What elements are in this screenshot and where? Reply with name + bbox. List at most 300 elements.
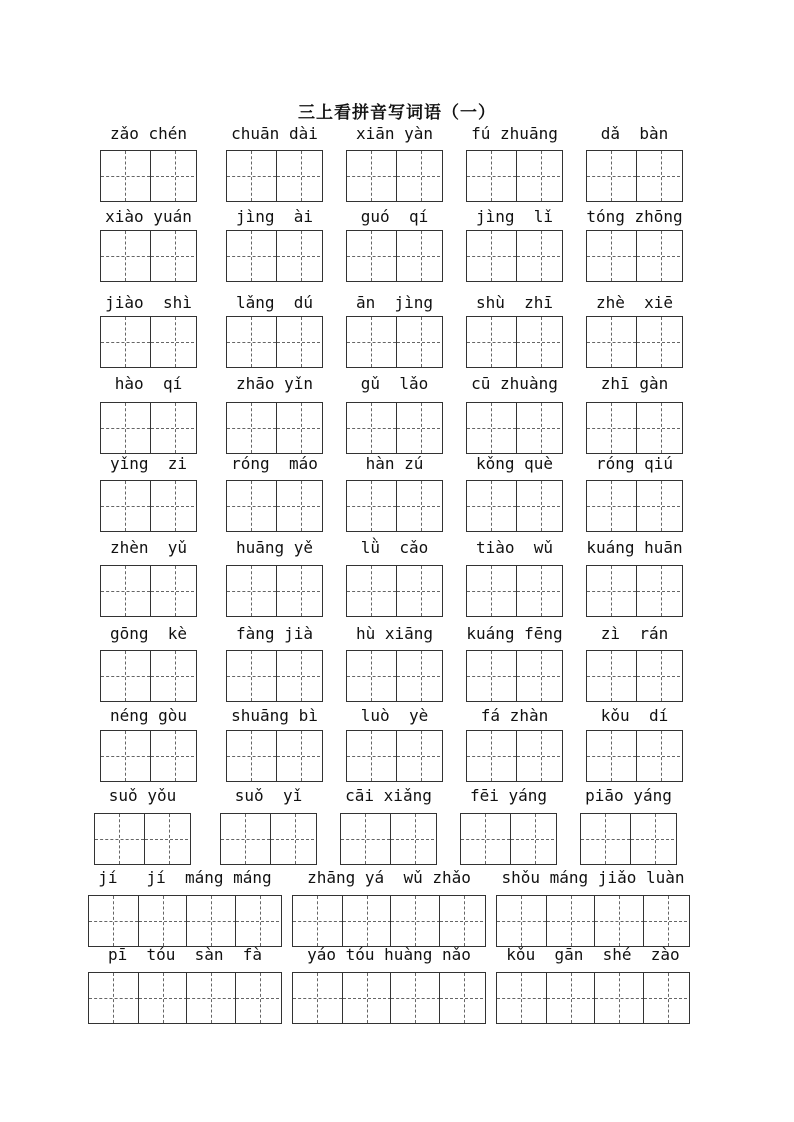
character-cell[interactable] xyxy=(150,231,198,281)
character-cell[interactable] xyxy=(276,651,324,701)
cell-vertical-guide xyxy=(163,973,164,1023)
character-cell[interactable] xyxy=(396,731,444,781)
cell-vertical-guide xyxy=(571,896,572,946)
cell-horizontal-guide xyxy=(397,342,444,343)
tianzige-writing-box[interactable] xyxy=(100,650,197,702)
character-cell[interactable] xyxy=(467,231,516,281)
cell-vertical-guide xyxy=(415,973,416,1023)
character-cell[interactable] xyxy=(516,403,564,453)
cell-vertical-guide xyxy=(541,151,542,201)
cell-vertical-guide xyxy=(661,481,662,531)
character-cell[interactable] xyxy=(101,481,150,531)
tianzige-writing-box[interactable] xyxy=(466,730,563,782)
character-cell[interactable] xyxy=(516,651,564,701)
character-cell[interactable] xyxy=(101,317,150,367)
pinyin-label: jiào shì xyxy=(105,293,192,312)
character-cell[interactable] xyxy=(150,403,198,453)
tianzige-writing-box[interactable] xyxy=(226,565,323,617)
character-cell[interactable] xyxy=(467,566,516,616)
cell-vertical-guide xyxy=(211,896,212,946)
tianzige-writing-box[interactable] xyxy=(292,895,486,947)
character-cell[interactable] xyxy=(227,317,276,367)
character-cell[interactable] xyxy=(636,481,684,531)
pinyin-label: jìng ài xyxy=(235,207,314,226)
pinyin-label: tóng zhōng xyxy=(586,207,683,226)
character-cell[interactable] xyxy=(227,651,276,701)
cell-horizontal-guide xyxy=(637,506,684,507)
cell-vertical-guide xyxy=(365,814,366,864)
pinyin-label: kǒu dí xyxy=(600,706,669,725)
character-cell[interactable] xyxy=(497,896,546,946)
cell-horizontal-guide xyxy=(637,256,684,257)
cell-horizontal-guide xyxy=(151,256,198,257)
cell-horizontal-guide xyxy=(151,756,198,757)
pinyin-label: zhèn yǔ xyxy=(109,538,188,557)
cell-vertical-guide xyxy=(421,231,422,281)
character-cell[interactable] xyxy=(276,731,324,781)
character-cell[interactable] xyxy=(587,317,636,367)
pinyin-label: dǎ bàn xyxy=(600,124,669,143)
cell-vertical-guide xyxy=(113,973,114,1023)
cell-vertical-guide xyxy=(125,731,126,781)
pinyin-label: kuáng huān xyxy=(586,538,683,557)
character-cell[interactable] xyxy=(342,896,392,946)
pinyin-label: zhī gàn xyxy=(600,374,669,393)
character-cell[interactable] xyxy=(461,814,510,864)
tianzige-writing-box[interactable] xyxy=(346,402,443,454)
cell-vertical-guide xyxy=(605,814,606,864)
cell-vertical-guide xyxy=(175,651,176,701)
character-cell[interactable] xyxy=(101,731,150,781)
character-cell[interactable] xyxy=(150,481,198,531)
cell-vertical-guide xyxy=(421,317,422,367)
tianzige-writing-box[interactable] xyxy=(466,150,563,202)
tianzige-writing-box[interactable] xyxy=(586,650,683,702)
character-cell[interactable] xyxy=(636,231,684,281)
tianzige-writing-box[interactable] xyxy=(346,316,443,368)
character-cell[interactable] xyxy=(516,566,564,616)
character-cell[interactable] xyxy=(347,317,396,367)
cell-vertical-guide xyxy=(541,481,542,531)
cell-horizontal-guide xyxy=(277,506,324,507)
cell-horizontal-guide xyxy=(637,676,684,677)
cell-horizontal-guide xyxy=(277,342,324,343)
tianzige-writing-box[interactable] xyxy=(94,813,191,865)
cell-vertical-guide xyxy=(175,731,176,781)
cell-vertical-guide xyxy=(371,403,372,453)
character-cell[interactable] xyxy=(396,231,444,281)
cell-vertical-guide xyxy=(169,814,170,864)
tianzige-writing-box[interactable] xyxy=(226,230,323,282)
character-cell[interactable] xyxy=(138,896,188,946)
tianzige-writing-box[interactable] xyxy=(466,230,563,282)
tianzige-writing-box[interactable] xyxy=(466,480,563,532)
character-cell[interactable] xyxy=(546,973,596,1023)
character-cell[interactable] xyxy=(347,481,396,531)
cell-vertical-guide xyxy=(611,566,612,616)
tianzige-writing-box[interactable] xyxy=(292,972,486,1024)
cell-vertical-guide xyxy=(655,814,656,864)
character-cell[interactable] xyxy=(439,896,487,946)
cell-vertical-guide xyxy=(521,896,522,946)
character-cell[interactable] xyxy=(594,973,644,1023)
character-cell[interactable] xyxy=(101,651,150,701)
character-cell[interactable] xyxy=(270,814,318,864)
tianzige-writing-box[interactable] xyxy=(226,480,323,532)
pinyin-label: jìng lǐ xyxy=(475,207,554,226)
pinyin-label: xiān yàn xyxy=(355,124,434,143)
cell-vertical-guide xyxy=(571,973,572,1023)
cell-vertical-guide xyxy=(301,566,302,616)
cell-vertical-guide xyxy=(251,231,252,281)
pinyin-label: jí jí máng máng xyxy=(98,868,272,887)
character-cell[interactable] xyxy=(467,481,516,531)
cell-vertical-guide xyxy=(464,896,465,946)
character-cell[interactable] xyxy=(497,973,546,1023)
tianzige-writing-box[interactable] xyxy=(496,895,690,947)
cell-vertical-guide xyxy=(301,403,302,453)
tianzige-writing-box[interactable] xyxy=(100,480,197,532)
pinyin-label: kǒng què xyxy=(475,454,554,473)
cell-horizontal-guide xyxy=(145,839,192,840)
tianzige-writing-box[interactable] xyxy=(220,813,317,865)
character-cell[interactable] xyxy=(587,566,636,616)
cell-vertical-guide xyxy=(661,403,662,453)
cell-vertical-guide xyxy=(611,151,612,201)
character-cell[interactable] xyxy=(439,973,487,1023)
pinyin-label: shǒu máng jiǎo luàn xyxy=(501,868,685,887)
pinyin-label: hù xiāng xyxy=(355,624,434,643)
character-cell[interactable] xyxy=(396,403,444,453)
character-cell[interactable] xyxy=(587,651,636,701)
character-cell[interactable] xyxy=(587,151,636,201)
tianzige-writing-box[interactable] xyxy=(466,565,563,617)
pinyin-label: chuān dài xyxy=(231,124,318,143)
character-cell[interactable] xyxy=(235,973,283,1023)
tianzige-writing-box[interactable] xyxy=(586,402,683,454)
cell-horizontal-guide xyxy=(277,428,324,429)
character-cell[interactable] xyxy=(276,566,324,616)
pinyin-label: kuáng fēng xyxy=(466,624,563,643)
tianzige-writing-box[interactable] xyxy=(226,402,323,454)
cell-vertical-guide xyxy=(521,973,522,1023)
pinyin-label: lǎng dú xyxy=(235,293,314,312)
pinyin-label: piāo yáng xyxy=(585,786,672,805)
character-cell[interactable] xyxy=(347,151,396,201)
character-cell[interactable] xyxy=(516,231,564,281)
tianzige-writing-box[interactable] xyxy=(226,730,323,782)
character-cell[interactable] xyxy=(467,651,516,701)
character-cell[interactable] xyxy=(516,731,564,781)
character-cell[interactable] xyxy=(510,814,558,864)
character-cell[interactable] xyxy=(101,231,150,281)
character-cell[interactable] xyxy=(150,731,198,781)
character-cell[interactable] xyxy=(390,973,440,1023)
tianzige-writing-box[interactable] xyxy=(100,730,197,782)
cell-vertical-guide xyxy=(611,731,612,781)
tianzige-writing-box[interactable] xyxy=(580,813,677,865)
cell-vertical-guide xyxy=(541,317,542,367)
cell-vertical-guide xyxy=(175,151,176,201)
character-cell[interactable] xyxy=(636,403,684,453)
cell-horizontal-guide xyxy=(644,998,691,999)
tianzige-writing-box[interactable] xyxy=(226,150,323,202)
cell-vertical-guide xyxy=(317,896,318,946)
tianzige-writing-box[interactable] xyxy=(100,316,197,368)
character-cell[interactable] xyxy=(227,231,276,281)
pinyin-label: hàn zú xyxy=(365,454,424,473)
pinyin-label: zǎo chén xyxy=(109,124,188,143)
cell-horizontal-guide xyxy=(277,756,324,757)
cell-vertical-guide xyxy=(245,814,246,864)
cell-horizontal-guide xyxy=(151,591,198,592)
tianzige-writing-box[interactable] xyxy=(586,730,683,782)
cell-horizontal-guide xyxy=(517,176,564,177)
character-cell[interactable] xyxy=(396,151,444,201)
character-cell[interactable] xyxy=(643,896,691,946)
character-cell[interactable] xyxy=(150,317,198,367)
tianzige-writing-box[interactable] xyxy=(346,565,443,617)
character-cell[interactable] xyxy=(643,973,691,1023)
cell-vertical-guide xyxy=(301,151,302,201)
character-cell[interactable] xyxy=(276,231,324,281)
pinyin-label: cāi xiǎng xyxy=(345,786,432,805)
cell-vertical-guide xyxy=(125,481,126,531)
tianzige-writing-box[interactable] xyxy=(346,230,443,282)
cell-vertical-guide xyxy=(421,566,422,616)
cell-vertical-guide xyxy=(175,481,176,531)
character-cell[interactable] xyxy=(95,814,144,864)
cell-vertical-guide xyxy=(371,317,372,367)
cell-horizontal-guide xyxy=(236,998,283,999)
character-cell[interactable] xyxy=(150,651,198,701)
pinyin-label: zhāng yá wǔ zhǎo xyxy=(307,868,471,887)
character-cell[interactable] xyxy=(150,151,198,201)
cell-horizontal-guide xyxy=(637,176,684,177)
character-cell[interactable] xyxy=(227,481,276,531)
cell-horizontal-guide xyxy=(277,591,324,592)
character-cell[interactable] xyxy=(546,896,596,946)
cell-vertical-guide xyxy=(175,403,176,453)
character-cell[interactable] xyxy=(293,896,342,946)
character-cell[interactable] xyxy=(587,231,636,281)
character-cell[interactable] xyxy=(101,151,150,201)
tianzige-writing-box[interactable] xyxy=(586,316,683,368)
character-cell[interactable] xyxy=(347,403,396,453)
cell-horizontal-guide xyxy=(397,428,444,429)
character-cell[interactable] xyxy=(347,566,396,616)
cell-vertical-guide xyxy=(251,481,252,531)
pinyin-label: shù zhī xyxy=(475,293,554,312)
cell-vertical-guide xyxy=(421,403,422,453)
character-cell[interactable] xyxy=(636,566,684,616)
character-cell[interactable] xyxy=(587,731,636,781)
character-cell[interactable] xyxy=(150,566,198,616)
character-cell[interactable] xyxy=(138,973,188,1023)
character-cell[interactable] xyxy=(227,566,276,616)
cell-vertical-guide xyxy=(371,651,372,701)
tianzige-writing-box[interactable] xyxy=(88,895,282,947)
character-cell[interactable] xyxy=(276,151,324,201)
cell-vertical-guide xyxy=(317,973,318,1023)
pinyin-label: gǔ lǎo xyxy=(360,374,429,393)
character-cell[interactable] xyxy=(516,481,564,531)
cell-vertical-guide xyxy=(175,566,176,616)
character-cell[interactable] xyxy=(221,814,270,864)
character-cell[interactable] xyxy=(276,403,324,453)
cell-horizontal-guide xyxy=(397,756,444,757)
tianzige-writing-box[interactable] xyxy=(100,230,197,282)
character-cell[interactable] xyxy=(594,896,644,946)
pinyin-label: hào qí xyxy=(114,374,183,393)
tianzige-writing-box[interactable] xyxy=(100,402,197,454)
cell-horizontal-guide xyxy=(637,428,684,429)
character-cell[interactable] xyxy=(276,481,324,531)
character-cell[interactable] xyxy=(516,317,564,367)
cell-vertical-guide xyxy=(611,231,612,281)
character-cell[interactable] xyxy=(347,731,396,781)
tianzige-writing-box[interactable] xyxy=(586,150,683,202)
cell-vertical-guide xyxy=(541,731,542,781)
pinyin-label: zhāo yǐn xyxy=(235,374,314,393)
cell-vertical-guide xyxy=(619,896,620,946)
tianzige-writing-box[interactable] xyxy=(346,650,443,702)
character-cell[interactable] xyxy=(101,566,150,616)
cell-horizontal-guide xyxy=(151,676,198,677)
character-cell[interactable] xyxy=(89,973,138,1023)
cell-vertical-guide xyxy=(367,896,368,946)
cell-vertical-guide xyxy=(491,731,492,781)
cell-vertical-guide xyxy=(125,403,126,453)
cell-vertical-guide xyxy=(301,481,302,531)
cell-vertical-guide xyxy=(251,403,252,453)
cell-horizontal-guide xyxy=(517,676,564,677)
character-cell[interactable] xyxy=(390,896,440,946)
pinyin-label: néng gòu xyxy=(109,706,188,725)
character-cell[interactable] xyxy=(636,651,684,701)
cell-horizontal-guide xyxy=(517,256,564,257)
character-cell[interactable] xyxy=(581,814,630,864)
character-cell[interactable] xyxy=(347,651,396,701)
character-cell[interactable] xyxy=(101,403,150,453)
character-cell[interactable] xyxy=(467,317,516,367)
cell-vertical-guide xyxy=(301,651,302,701)
character-cell[interactable] xyxy=(227,731,276,781)
pinyin-label: róng máo xyxy=(231,454,318,473)
cell-vertical-guide xyxy=(415,896,416,946)
cell-horizontal-guide xyxy=(517,591,564,592)
cell-horizontal-guide xyxy=(397,676,444,677)
cell-horizontal-guide xyxy=(631,839,678,840)
cell-vertical-guide xyxy=(421,151,422,201)
tianzige-writing-box[interactable] xyxy=(460,813,557,865)
tianzige-writing-box[interactable] xyxy=(88,972,282,1024)
cell-vertical-guide xyxy=(661,731,662,781)
character-cell[interactable] xyxy=(587,403,636,453)
cell-vertical-guide xyxy=(125,317,126,367)
cell-horizontal-guide xyxy=(236,921,283,922)
character-cell[interactable] xyxy=(467,151,516,201)
tianzige-writing-box[interactable] xyxy=(346,480,443,532)
tianzige-writing-box[interactable] xyxy=(100,565,197,617)
character-cell[interactable] xyxy=(186,896,236,946)
tianzige-writing-box[interactable] xyxy=(346,730,443,782)
character-cell[interactable] xyxy=(636,151,684,201)
character-cell[interactable] xyxy=(347,231,396,281)
pinyin-label: róng qiú xyxy=(595,454,674,473)
cell-vertical-guide xyxy=(541,566,542,616)
character-cell[interactable] xyxy=(630,814,678,864)
character-cell[interactable] xyxy=(341,814,390,864)
character-cell[interactable] xyxy=(516,151,564,201)
character-cell[interactable] xyxy=(587,481,636,531)
character-cell[interactable] xyxy=(636,317,684,367)
character-cell[interactable] xyxy=(396,651,444,701)
character-cell[interactable] xyxy=(186,973,236,1023)
cell-vertical-guide xyxy=(491,317,492,367)
character-cell[interactable] xyxy=(467,731,516,781)
tianzige-writing-box[interactable] xyxy=(226,650,323,702)
character-cell[interactable] xyxy=(396,317,444,367)
cell-horizontal-guide xyxy=(637,342,684,343)
cell-horizontal-guide xyxy=(644,921,691,922)
tianzige-writing-box[interactable] xyxy=(466,316,563,368)
pinyin-label: tiào wǔ xyxy=(475,538,554,557)
tianzige-writing-box[interactable] xyxy=(496,972,690,1024)
character-cell[interactable] xyxy=(636,731,684,781)
cell-vertical-guide xyxy=(260,896,261,946)
character-cell[interactable] xyxy=(342,973,392,1023)
character-cell[interactable] xyxy=(227,151,276,201)
character-cell[interactable] xyxy=(390,814,438,864)
character-cell[interactable] xyxy=(467,403,516,453)
pinyin-label: luò yè xyxy=(360,706,429,725)
cell-vertical-guide xyxy=(668,973,669,1023)
cell-vertical-guide xyxy=(211,973,212,1023)
tianzige-writing-box[interactable] xyxy=(466,402,563,454)
cell-vertical-guide xyxy=(125,651,126,701)
character-cell[interactable] xyxy=(144,814,192,864)
tianzige-writing-box[interactable] xyxy=(586,230,683,282)
cell-vertical-guide xyxy=(619,973,620,1023)
character-cell[interactable] xyxy=(276,317,324,367)
cell-vertical-guide xyxy=(535,814,536,864)
tianzige-writing-box[interactable] xyxy=(346,150,443,202)
cell-vertical-guide xyxy=(371,151,372,201)
tianzige-writing-box[interactable] xyxy=(340,813,437,865)
cell-vertical-guide xyxy=(421,731,422,781)
tianzige-writing-box[interactable] xyxy=(100,150,197,202)
cell-vertical-guide xyxy=(371,481,372,531)
character-cell[interactable] xyxy=(396,566,444,616)
cell-vertical-guide xyxy=(541,403,542,453)
character-cell[interactable] xyxy=(396,481,444,531)
tianzige-writing-box[interactable] xyxy=(466,650,563,702)
tianzige-writing-box[interactable] xyxy=(226,316,323,368)
character-cell[interactable] xyxy=(293,973,342,1023)
cell-horizontal-guide xyxy=(151,506,198,507)
character-cell[interactable] xyxy=(227,403,276,453)
pinyin-label: pī tóu sàn fà xyxy=(107,945,263,964)
cell-vertical-guide xyxy=(491,403,492,453)
cell-vertical-guide xyxy=(415,814,416,864)
cell-horizontal-guide xyxy=(517,428,564,429)
tianzige-writing-box[interactable] xyxy=(586,480,683,532)
character-cell[interactable] xyxy=(235,896,283,946)
character-cell[interactable] xyxy=(89,896,138,946)
cell-vertical-guide xyxy=(301,231,302,281)
tianzige-writing-box[interactable] xyxy=(586,565,683,617)
